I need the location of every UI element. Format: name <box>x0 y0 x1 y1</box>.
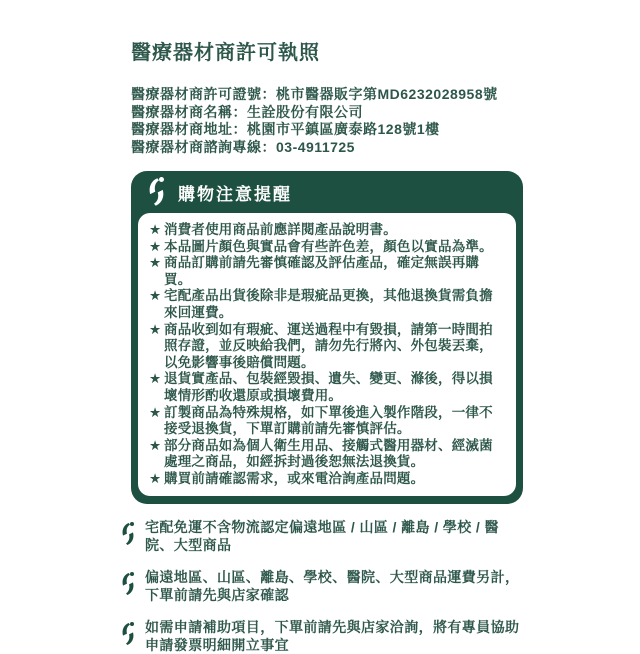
license-number-line: 醫療器材商許可證號：桃市醫器販字第MD6232028958號 <box>131 86 498 102</box>
notice-header <box>138 171 516 213</box>
notice-item <box>149 405 506 438</box>
notice-item-text: 消費者使用商品前應詳閱產品說明書。 <box>164 222 397 237</box>
notice-item <box>149 371 506 404</box>
notice-body-panel <box>138 213 516 496</box>
notice-item <box>149 438 506 471</box>
footer-notes <box>118 518 523 654</box>
star-bullet-icon: ★ <box>149 222 162 237</box>
notice-item <box>149 255 506 288</box>
shipping-exclusion-note <box>118 518 523 554</box>
brand-spark-icon <box>118 621 138 647</box>
notice-item <box>149 239 506 256</box>
page-title: 醫療器材商許可執照 <box>131 42 320 64</box>
hotline-line: 醫療器材商諮詢專線：03-4911725 <box>131 138 355 155</box>
brand-spark-icon <box>144 176 169 208</box>
star-bullet-icon: ★ <box>149 238 162 254</box>
star-bullet-icon: ★ <box>149 437 162 453</box>
brand-spark-icon <box>118 571 138 597</box>
star-bullet-icon: ★ <box>149 404 162 420</box>
notice-item-text: 退貨實產品、包裝經毀損、遺失、變更、滌後，得以損壞情形酌收還原或損壞費用。 <box>164 371 493 403</box>
notice-item <box>149 222 506 239</box>
notice-title: 購物注意提醒 <box>178 184 292 204</box>
subsidy-invoice-note <box>118 618 523 654</box>
brand-spark-icon <box>118 521 138 547</box>
star-bullet-icon: ★ <box>149 321 162 337</box>
notice-item-text: 商品訂購前請先審慎確認及評估產品，確定無誤再購買。 <box>164 255 480 287</box>
notice-list <box>149 222 506 488</box>
star-bullet-icon: ★ <box>149 470 162 486</box>
vendor-name-line: 醫療器材商名稱：生詮股份有限公司 <box>131 103 363 120</box>
notice-item-text: 商品收到如有瑕疵、運送過程中有毀損，請第一時間拍照存證，並反映給我們，請勿先行將內、外包裝丟棄，以免影響事後賠償問題。 <box>164 321 493 370</box>
note-text: 宅配免運不含物流認定偏遠地區 / 山區 / 離島 / 學校 / 醫院、大型商品 <box>145 518 499 553</box>
star-bullet-icon: ★ <box>149 288 162 304</box>
notice-item-text: 部分商品如為個人衛生用品、接觸式醫用器材、經滅菌處理之商品，如經拆封過後恕無法退換貨。 <box>164 437 493 470</box>
star-bullet-icon: ★ <box>149 371 162 387</box>
notice-item <box>149 288 506 321</box>
star-bullet-icon: ★ <box>149 255 162 271</box>
notice-item-text: 宅配產品出貨後除非是瑕疵品更換，其他退換貨需負擔來回運費。 <box>164 288 493 320</box>
note-text: 偏遠地區、山區、離島、學校、醫院、大型商品運費另計，下單前請先與店家確認 <box>145 568 520 603</box>
notice-item-text: 訂製商品為特殊規格，如下單後進入製作階段，一律不接受退換貨，下單訂購前請先審慎評估。 <box>164 404 493 437</box>
license-notice-page <box>131 36 523 654</box>
note-text: 如需申請補助項目，下單前請先與店家洽詢，將有專員協助申請發票明細開立事宜 <box>145 618 520 653</box>
notice-item-text: 本品圖片顏色與實品會有些許色差，顏色以實品為準。 <box>164 238 493 254</box>
notice-item-text: 購買前請確認需求，或來電洽詢產品問題。 <box>164 470 425 486</box>
license-info-block <box>131 86 523 156</box>
notice-item <box>149 322 506 372</box>
extra-freight-note <box>118 568 523 604</box>
vendor-address-line: 醫療器材商地址：桃園市平鎮區廣泰路128號1樓 <box>131 121 440 137</box>
shopping-notice-card <box>131 171 523 504</box>
notice-item <box>149 471 506 488</box>
